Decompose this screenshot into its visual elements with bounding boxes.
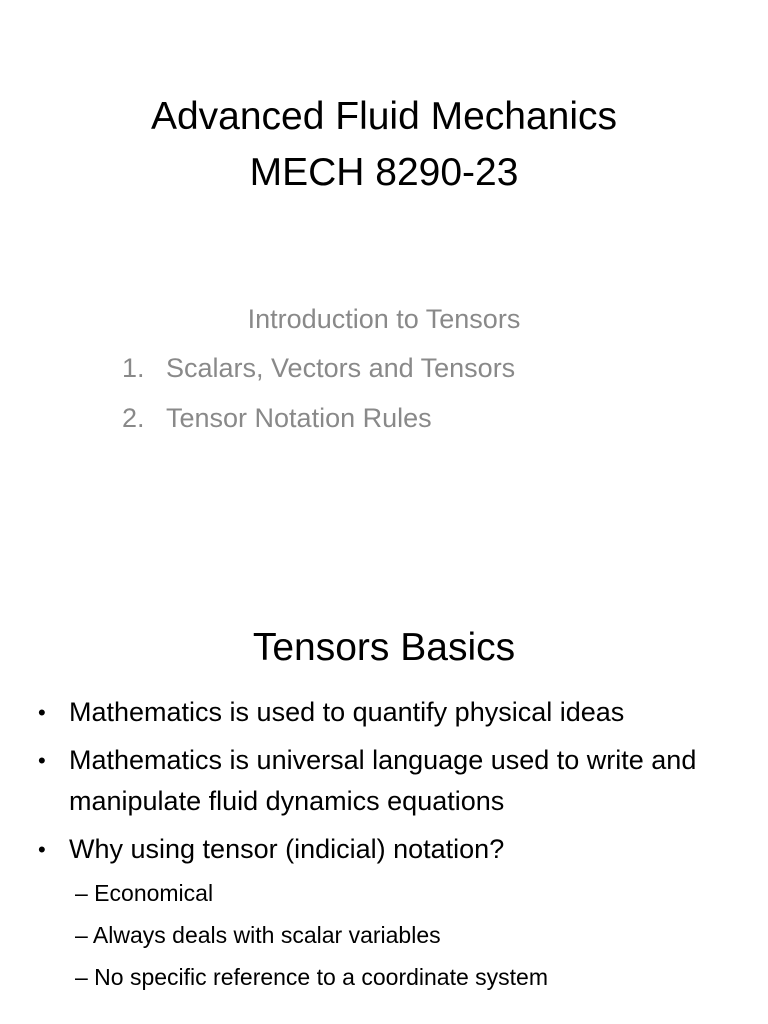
slide-title-heading: Tensors Basics — [252, 626, 516, 669]
bullet-item — [38, 692, 738, 733]
slide-tensors-basics — [0, 560, 768, 1024]
sub-bullet-item: – Always deals with scalar variables — [75, 922, 441, 948]
bullet-text: Mathematics is universal language used to write and manipulate fluid dynamics equations — [69, 745, 697, 816]
bullet-item — [38, 829, 738, 998]
bullet-item — [38, 740, 738, 822]
course-code: MECH 8290-23 — [249, 151, 519, 194]
topic-number: 2. — [122, 403, 145, 433]
bullet-dot-icon: • — [38, 748, 46, 773]
bullet-text: Why using tensor (indicial) notation? — [69, 834, 505, 864]
bullet-list — [38, 692, 738, 1005]
lecture-subtitle: Introduction to Tensors — [247, 304, 521, 334]
topic-list — [122, 351, 515, 451]
sub-bullet-list — [75, 872, 738, 998]
topic-item — [122, 401, 515, 451]
course-title: Advanced Fluid Mechanics — [150, 95, 618, 138]
sub-bullet-item: – No specific reference to a coordinate system — [75, 964, 549, 990]
sub-bullet-item: – Economical — [75, 880, 214, 906]
topic-text: Tensor Notation Rules — [166, 403, 432, 433]
topic-number: 1. — [122, 353, 145, 383]
topic-item — [122, 351, 515, 401]
topic-text: Scalars, Vectors and Tensors — [166, 353, 516, 383]
bullet-text: Mathematics is used to quantify physical ideas — [69, 697, 625, 727]
bullet-dot-icon: • — [38, 837, 46, 862]
bullet-dot-icon: • — [38, 700, 46, 725]
